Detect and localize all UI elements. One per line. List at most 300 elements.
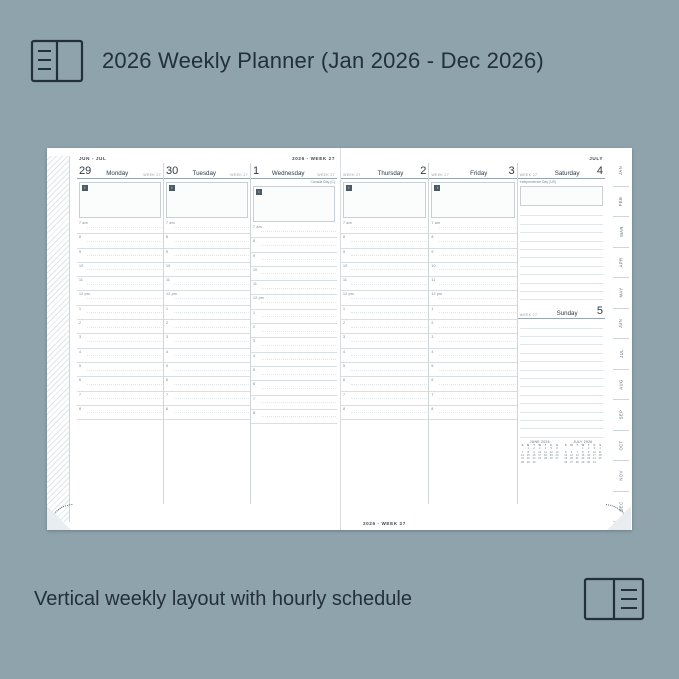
write-line[interactable] — [520, 329, 603, 337]
left-week-label: 2026 - WEEK 27 — [292, 156, 335, 161]
write-line[interactable] — [520, 413, 603, 421]
day-note-box[interactable] — [253, 186, 335, 222]
hour-row[interactable] — [341, 234, 428, 248]
half-hour-rule — [174, 298, 249, 299]
half-hour-rule — [174, 412, 249, 413]
day-cell: 10 — [538, 450, 542, 454]
weekday-head: S — [556, 443, 558, 447]
hour-label: 8 — [253, 239, 256, 244]
day-cell: 1 — [527, 447, 529, 451]
day-cell: 5 — [550, 447, 552, 451]
day-cell: 27 — [555, 457, 559, 461]
note-tag-icon: i — [346, 185, 352, 191]
write-line[interactable] — [520, 345, 603, 353]
hour-row[interactable] — [77, 406, 163, 420]
hour-label: 6 — [343, 378, 346, 383]
hour-row[interactable] — [251, 353, 337, 367]
half-hour-rule — [174, 355, 249, 356]
sunday-lines[interactable] — [520, 320, 603, 437]
mini-calendar-title: JULY 2026 — [573, 439, 593, 444]
month-tab[interactable] — [613, 400, 629, 431]
half-hour-rule — [174, 398, 249, 399]
half-hour-rule — [261, 245, 336, 246]
hour-label: 2 — [431, 321, 434, 326]
month-tab[interactable] — [613, 156, 629, 187]
hour-label: 3 — [79, 335, 82, 340]
hour-label: 8 — [431, 406, 434, 411]
day-cell: 21 — [575, 457, 579, 461]
weekday-head: T — [576, 443, 578, 447]
day-name: Thursday — [377, 170, 404, 177]
write-line[interactable] — [520, 225, 603, 233]
hour-label: 1 — [253, 310, 256, 315]
day-number: 29 — [79, 165, 92, 177]
write-line[interactable] — [520, 387, 603, 395]
day-note-box[interactable] — [166, 182, 248, 218]
day-header — [341, 163, 428, 179]
hour-row[interactable] — [164, 263, 250, 277]
day-header — [518, 303, 605, 319]
day-cell: 8 — [582, 450, 584, 454]
month-tab-label: JUN — [618, 318, 624, 328]
write-line[interactable] — [520, 354, 603, 362]
hour-row[interactable] — [251, 253, 337, 267]
day-note-box[interactable] — [79, 182, 161, 218]
planner-spread — [47, 148, 632, 530]
half-hour-rule — [351, 370, 427, 371]
open-book-icon — [583, 575, 645, 623]
day-holiday: Independence Day (US) — [519, 180, 557, 184]
hour-row[interactable] — [164, 249, 250, 263]
day-week-tag: WEEK 27 — [343, 173, 361, 177]
note-tag-icon: i — [256, 189, 262, 195]
write-line[interactable] — [520, 320, 603, 328]
half-hour-rule — [261, 231, 336, 232]
hour-row[interactable] — [164, 234, 250, 248]
write-line[interactable] — [520, 421, 603, 429]
hour-row[interactable] — [429, 220, 516, 234]
half-hour-rule — [351, 312, 427, 313]
hour-row[interactable] — [429, 392, 516, 406]
half-hour-rule — [87, 298, 162, 299]
hour-row[interactable] — [251, 310, 337, 324]
hour-row[interactable] — [164, 377, 250, 391]
day-header — [164, 163, 250, 179]
month-tab-label: MAY — [618, 287, 624, 298]
hour-label: 4 — [79, 349, 82, 354]
half-hour-rule — [351, 384, 427, 385]
half-hour-rule — [87, 398, 162, 399]
month-tab-label: JAN — [618, 166, 624, 176]
day-column-thursday[interactable] — [341, 163, 428, 504]
hour-row[interactable] — [429, 306, 516, 320]
month-tab[interactable] — [613, 187, 629, 218]
hour-label: 11 — [343, 278, 348, 283]
write-line[interactable] — [520, 429, 603, 437]
half-hour-rule — [439, 341, 515, 342]
hour-row[interactable] — [341, 406, 428, 420]
hour-row[interactable] — [251, 224, 337, 238]
hour-row[interactable] — [164, 334, 250, 348]
month-tab[interactable] — [613, 370, 629, 401]
day-column-wednesday[interactable] — [250, 163, 337, 504]
header — [30, 30, 649, 92]
write-line[interactable] — [520, 216, 603, 224]
hour-row[interactable] — [429, 291, 516, 305]
hour-row[interactable] — [251, 267, 337, 281]
day-cell: 24 — [538, 457, 542, 461]
day-name: Monday — [106, 170, 129, 177]
day-cell: 5 — [564, 450, 567, 454]
hour-row[interactable] — [429, 363, 516, 377]
hour-label: 7 am — [343, 221, 352, 225]
hour-row[interactable] — [429, 349, 516, 363]
hour-label: 2 — [79, 321, 82, 326]
hour-label: 12 pm — [343, 292, 354, 297]
hour-row[interactable] — [429, 263, 516, 277]
hour-label: 6 — [79, 378, 82, 383]
hour-row[interactable] — [341, 334, 428, 348]
day-cell: 26 — [564, 460, 568, 464]
weekday-head: W — [581, 443, 585, 447]
hour-label: 11 — [431, 278, 436, 283]
write-line[interactable] — [520, 292, 603, 300]
mini-calendar-july — [563, 440, 603, 464]
hour-row[interactable] — [251, 338, 337, 352]
day-number: 5 — [596, 305, 603, 318]
hour-label: 8 — [431, 235, 434, 240]
day-cell: 18 — [544, 453, 547, 457]
day-header — [429, 163, 516, 179]
left-day-columns — [77, 163, 337, 504]
write-line[interactable] — [520, 379, 603, 387]
day-week-tag: WEEK 27 — [519, 313, 538, 318]
write-line[interactable] — [520, 396, 603, 404]
day-column-tuesday[interactable] — [163, 163, 250, 504]
hour-row[interactable] — [164, 306, 250, 320]
planner-right-page — [339, 148, 631, 530]
page-corner-right — [605, 504, 631, 530]
hour-label: 5 — [253, 367, 256, 372]
day-cell — [554, 461, 560, 464]
half-hour-rule — [87, 327, 162, 328]
hour-label: 5 — [79, 363, 82, 368]
month-tab[interactable] — [613, 248, 629, 279]
month-tab[interactable] — [613, 339, 629, 370]
half-hour-rule — [351, 355, 427, 356]
hour-row[interactable] — [429, 234, 516, 248]
day-number: 4 — [596, 165, 603, 177]
hour-label: 7 am — [166, 221, 175, 225]
hour-label: 4 — [343, 349, 346, 354]
day-column-monday[interactable] — [77, 163, 163, 504]
write-line[interactable] — [520, 250, 603, 258]
hour-row[interactable] — [251, 381, 337, 395]
hour-grid — [77, 220, 163, 420]
day-block-saturday[interactable] — [518, 163, 605, 300]
half-hour-rule — [439, 412, 515, 413]
hour-row[interactable] — [77, 263, 163, 277]
hour-label: 4 — [431, 349, 434, 354]
hour-row[interactable] — [251, 396, 337, 410]
mini-calendar-grid — [520, 444, 560, 464]
hour-label: 1 — [166, 306, 169, 311]
hour-row[interactable] — [164, 320, 250, 334]
hour-row[interactable] — [77, 306, 163, 320]
write-line[interactable] — [520, 337, 603, 345]
half-hour-rule — [87, 284, 162, 285]
hour-label: 12 pm — [166, 292, 177, 297]
hour-label: 2 — [166, 321, 169, 326]
hour-label: 1 — [431, 306, 434, 311]
half-hour-rule — [439, 227, 515, 228]
day-week-tag: WEEK 27 — [143, 173, 161, 177]
hour-row[interactable] — [77, 334, 163, 348]
hour-row[interactable] — [77, 349, 163, 363]
half-hour-rule — [439, 398, 515, 399]
day-cell: 29 — [526, 460, 530, 464]
right-month-label: JULY — [589, 156, 603, 161]
weekday-head: T — [587, 443, 590, 447]
hour-row[interactable] — [164, 277, 250, 291]
write-line[interactable] — [520, 233, 603, 241]
day-cell: 18 — [598, 453, 602, 457]
hour-row[interactable] — [341, 349, 428, 363]
hour-row[interactable] — [77, 249, 163, 263]
hour-label: 10 — [166, 263, 171, 268]
weekday-head: W — [538, 443, 541, 447]
half-hour-rule — [439, 241, 515, 242]
hour-label: 7 — [431, 392, 434, 397]
hour-row[interactable] — [341, 249, 428, 263]
hour-row[interactable] — [77, 320, 163, 334]
hour-grid — [251, 224, 337, 424]
hour-label: 10 — [79, 263, 84, 268]
day-cell: 2 — [587, 447, 590, 451]
half-hour-rule — [261, 374, 336, 375]
half-hour-rule — [439, 384, 515, 385]
half-hour-rule — [351, 269, 427, 270]
month-tab-label: AUG — [618, 379, 624, 390]
mini-calendar-title: JUNE 2026 — [529, 439, 550, 444]
note-tag-icon: i — [82, 185, 88, 191]
hour-row[interactable] — [341, 277, 428, 291]
mini-calendar-june — [520, 440, 560, 464]
note-tag-icon: i — [434, 185, 440, 191]
half-hour-rule — [261, 416, 336, 417]
day-header — [77, 163, 163, 179]
half-hour-rule — [174, 327, 249, 328]
day-cell: 23 — [532, 457, 536, 461]
month-tab-label: MAR — [618, 226, 624, 238]
day-cell: 16 — [532, 453, 536, 457]
half-hour-rule — [439, 355, 515, 356]
hour-row[interactable] — [341, 377, 428, 391]
hour-row[interactable] — [341, 291, 428, 305]
hour-row[interactable] — [77, 277, 163, 291]
month-tab[interactable] — [613, 278, 629, 309]
day-week-tag: WEEK 27 — [230, 173, 248, 177]
hour-row[interactable] — [164, 291, 250, 305]
weekday-head: S — [521, 443, 524, 447]
hour-label: 4 — [166, 349, 169, 354]
hour-row[interactable] — [77, 234, 163, 248]
half-hour-rule — [174, 241, 249, 242]
hour-row[interactable] — [251, 238, 337, 252]
hour-label: 1 — [79, 306, 82, 311]
day-cell: 17 — [538, 453, 542, 457]
hour-label: 8 — [343, 406, 346, 411]
day-column-friday[interactable] — [428, 163, 516, 504]
hour-row[interactable] — [164, 406, 250, 420]
hour-label: 12 pm — [253, 296, 264, 301]
hour-label: 5 — [343, 363, 346, 368]
day-column-weekend[interactable] — [517, 163, 605, 504]
hour-label: 8 — [166, 406, 169, 411]
month-tab-strip[interactable] — [613, 156, 629, 522]
hour-label: 7 — [253, 396, 256, 401]
half-hour-rule — [174, 384, 249, 385]
day-holiday: Canada Day (C) — [310, 180, 335, 184]
half-hour-rule — [261, 402, 336, 403]
hour-row[interactable] — [429, 249, 516, 263]
half-hour-rule — [87, 269, 162, 270]
note-tag-icon: i — [169, 185, 175, 191]
half-hour-rule — [439, 327, 515, 328]
day-cell: 14 — [521, 453, 524, 457]
day-note-box[interactable] — [520, 186, 603, 206]
write-line[interactable] — [520, 362, 603, 370]
hour-row[interactable] — [429, 406, 516, 420]
day-cell: 3 — [539, 447, 541, 451]
hour-row[interactable] — [164, 363, 250, 377]
day-cell: 15 — [526, 453, 530, 457]
day-cell: 19 — [549, 453, 553, 457]
write-line[interactable] — [520, 404, 603, 412]
hour-row[interactable] — [429, 320, 516, 334]
half-hour-rule — [261, 388, 336, 389]
hour-label: 9 — [79, 249, 82, 254]
day-number: 30 — [166, 165, 179, 177]
hour-row[interactable] — [251, 295, 337, 309]
planner-left-page — [47, 148, 339, 530]
half-hour-rule — [87, 412, 162, 413]
half-hour-rule — [174, 255, 249, 256]
weekday-head: S — [564, 443, 567, 447]
hour-label: 6 — [431, 378, 434, 383]
day-header — [518, 163, 605, 179]
hour-row[interactable] — [341, 263, 428, 277]
weekday-head: F — [550, 443, 552, 447]
month-tab[interactable] — [613, 309, 629, 340]
hour-row[interactable] — [251, 367, 337, 381]
day-week-tag: WEEK 27 — [431, 173, 450, 177]
day-week-tag: WEEK 27 — [317, 173, 335, 177]
write-line[interactable] — [520, 242, 603, 250]
hour-row[interactable] — [251, 324, 337, 338]
day-cell: 25 — [598, 457, 602, 461]
hour-row[interactable] — [341, 363, 428, 377]
hour-label: 8 — [166, 235, 169, 240]
month-tab[interactable] — [613, 461, 629, 492]
hour-row[interactable] — [164, 392, 250, 406]
half-hour-rule — [174, 227, 249, 228]
day-cell: 22 — [581, 457, 585, 461]
hour-row[interactable] — [164, 349, 250, 363]
day-note-box[interactable] — [431, 182, 514, 218]
half-hour-rule — [87, 355, 162, 356]
corner-fold — [607, 506, 631, 530]
saturday-lines[interactable] — [520, 208, 603, 300]
hour-row[interactable] — [341, 320, 428, 334]
hour-row[interactable] — [341, 392, 428, 406]
half-hour-rule — [174, 284, 249, 285]
day-cell: 29 — [581, 460, 585, 464]
write-line[interactable] — [520, 371, 603, 379]
hour-label: 6 — [253, 382, 256, 387]
hour-row[interactable] — [77, 392, 163, 406]
write-line[interactable] — [520, 208, 603, 216]
month-tab-label: OCT — [618, 440, 624, 451]
left-page-meta — [77, 156, 337, 163]
month-tab[interactable] — [613, 217, 629, 248]
write-line[interactable] — [520, 258, 603, 266]
month-tab-label: DEC — [618, 501, 624, 512]
hour-row[interactable] — [341, 306, 428, 320]
day-cell: 9 — [587, 450, 590, 454]
hour-row[interactable] — [429, 377, 516, 391]
day-cell: 27 — [569, 460, 573, 464]
open-book-icon — [30, 37, 84, 85]
month-tab[interactable] — [613, 431, 629, 462]
day-cell: 26 — [549, 457, 553, 461]
hour-row[interactable] — [429, 277, 516, 291]
write-line[interactable] — [520, 275, 603, 283]
half-hour-rule — [174, 370, 249, 371]
day-cell: 28 — [521, 460, 524, 464]
day-cell: 22 — [526, 457, 530, 461]
hour-row[interactable] — [251, 281, 337, 295]
day-cell: 14 — [575, 453, 579, 457]
write-line[interactable] — [520, 284, 603, 292]
hour-label: 10 — [253, 267, 258, 272]
day-cell: 4 — [599, 447, 601, 451]
day-block-sunday[interactable] — [518, 303, 605, 464]
hour-row[interactable] — [429, 334, 516, 348]
day-cell: 20 — [569, 457, 573, 461]
hour-label: 9 — [343, 249, 346, 254]
hour-label: 9 — [166, 249, 169, 254]
hour-grid — [164, 220, 250, 420]
hour-row[interactable] — [164, 220, 250, 234]
hour-label: 4 — [253, 353, 256, 358]
hour-row[interactable] — [77, 363, 163, 377]
hour-row[interactable] — [77, 377, 163, 391]
write-line[interactable] — [520, 267, 603, 275]
hour-row[interactable] — [77, 291, 163, 305]
day-note-box[interactable] — [343, 182, 426, 218]
hour-label: 11 — [166, 278, 171, 283]
hour-row[interactable] — [341, 220, 428, 234]
hour-label: 8 — [253, 410, 256, 415]
hour-label: 3 — [343, 335, 346, 340]
half-hour-rule — [87, 227, 162, 228]
hour-grid — [341, 220, 428, 420]
hour-row[interactable] — [251, 410, 337, 424]
half-hour-rule — [261, 259, 336, 260]
day-cell: 4 — [544, 447, 547, 451]
hour-row[interactable] — [77, 220, 163, 234]
